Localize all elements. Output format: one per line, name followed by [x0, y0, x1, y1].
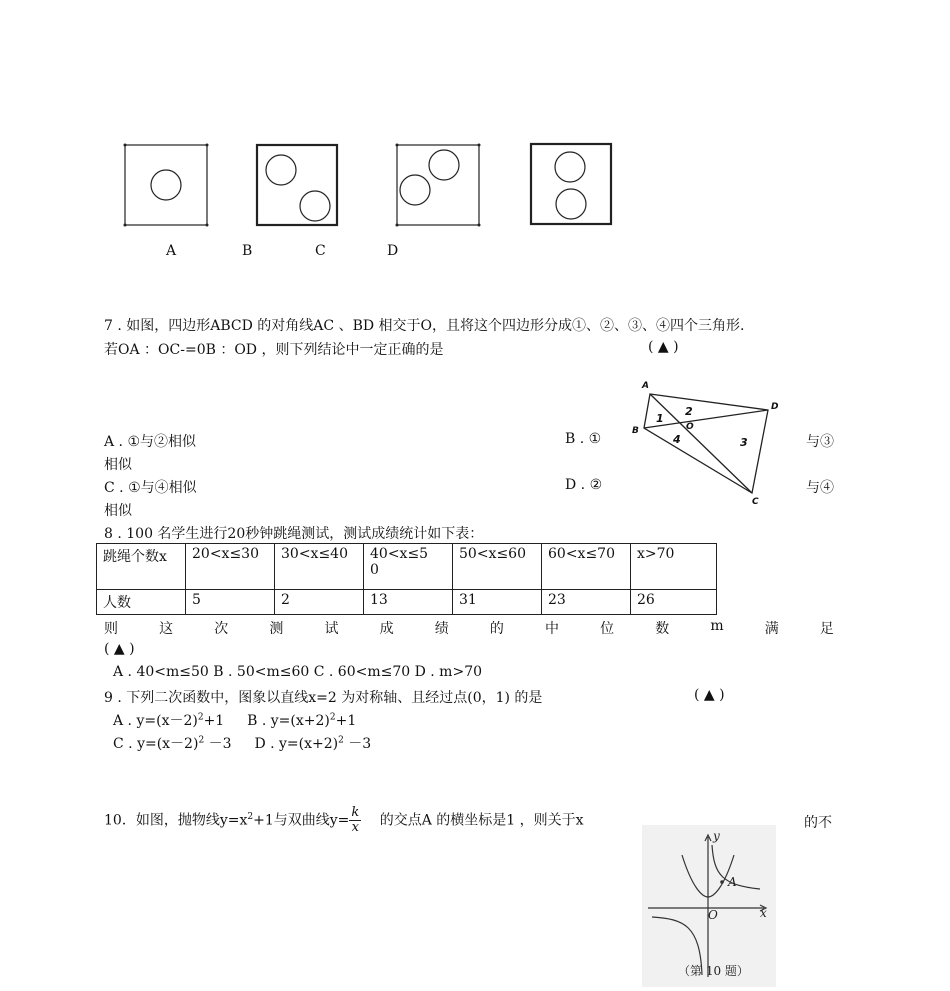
q8-stem-word: 成 — [379, 621, 394, 637]
q8-stem-word: 绩 — [434, 621, 449, 637]
header-text: 40<x≤5 — [370, 546, 429, 562]
q8-stem-word: 满 — [764, 621, 779, 637]
q9-option-a-exp: 2 — [197, 712, 204, 723]
q9-option-d: D . y=(x+2) — [254, 736, 339, 752]
die-b — [257, 145, 337, 225]
table-header-cell: 50<x≤60 — [453, 544, 542, 590]
q10-lead: 10．如图，抛物线y=x — [104, 812, 248, 829]
q10-frac-den: x — [351, 820, 359, 835]
table-cell: 26 — [631, 590, 717, 615]
q8-stem-word: 则 — [104, 621, 118, 637]
table-cell: 13 — [364, 590, 453, 615]
q7-answer-mark: ( ▲ ) — [648, 339, 679, 355]
q9-option-c-tail: －3 — [204, 736, 232, 752]
q9-option-a-tail: +1 — [203, 713, 225, 729]
table-cell: 5 — [186, 590, 275, 615]
q8-score-table — [96, 543, 717, 615]
table-header-cell: 跳绳个数x — [97, 544, 186, 590]
die-a — [124, 144, 209, 227]
q10-mid: +1与双曲线y= — [253, 812, 350, 829]
q8-stem-word: 测 — [269, 621, 284, 637]
q8-stem-word: 次 — [214, 621, 229, 637]
q10-stem — [104, 806, 584, 835]
q10-fraction — [349, 806, 361, 835]
table-cell: 人数 — [97, 590, 186, 615]
q10-axis-y-label: y — [713, 829, 720, 843]
q7-region-3: 3 — [740, 436, 748, 449]
dice-label-c: C — [315, 243, 326, 259]
q8-answer-mark: ( ▲ ) — [104, 641, 135, 657]
q7-region-4: 4 — [673, 433, 681, 446]
q7-option-d-right: 与④ — [806, 480, 834, 496]
table-cell: 31 — [453, 590, 542, 615]
q10-figure-caption: （第 10 题） — [678, 964, 749, 978]
q8-stem-word: m — [710, 618, 724, 634]
q7-option-a-tail: 相似 — [104, 457, 132, 473]
q10-axis-x-label: x — [760, 906, 767, 920]
q7-point-a: A — [642, 381, 649, 391]
q7-region-2: 2 — [685, 405, 693, 418]
q10-end: 的不 — [804, 815, 832, 831]
q9-options-row2 — [113, 733, 371, 753]
q9-options-row1 — [113, 710, 356, 730]
q7-region-1: 1 — [656, 412, 664, 425]
q10-exp: 2 — [247, 811, 254, 822]
q8-stem — [104, 618, 834, 638]
q7-option-b-right: 与③ — [806, 434, 834, 450]
table-header-cell: 30<x≤40 — [275, 544, 364, 590]
q9-option-c: C . y=(x－2) — [113, 736, 199, 752]
dice-label-a: A — [166, 243, 177, 259]
die-d — [531, 144, 611, 224]
q7-line2: 若OA ：OC-=0B ：OD ，则下列结论中一定正确的是 — [104, 342, 444, 358]
q8-stem-word: 这 — [159, 621, 174, 637]
table-row — [97, 544, 717, 590]
q8-options: A . 40<m≤50 B . 50<m≤60 C . 60<m≤70 D . m>70 — [113, 664, 483, 680]
q7-option-d-left: D . ② — [565, 477, 603, 493]
table-cell: 2 — [275, 590, 364, 615]
dice-figures — [120, 140, 620, 235]
q7-option-b-left: B . ① — [565, 431, 602, 447]
q9-option-a: A . y=(x－2) — [113, 713, 198, 729]
q9-option-b-exp: 2 — [329, 712, 336, 723]
q8-intro: 8 . 100 名学生进行20秒钟跳绳测试，测试成绩统计如下表： — [104, 526, 484, 542]
q8-stem-word: 数 — [655, 621, 670, 637]
q10-tail: 的交点A 的横坐标是1 ，则关于x — [379, 812, 584, 829]
q10-origin-label: O — [708, 908, 718, 922]
table-row — [97, 590, 717, 615]
q8-stem-word: 足 — [819, 621, 834, 637]
q8-stem-word: 试 — [324, 621, 339, 637]
q10-graph-figure — [642, 825, 776, 987]
dice-figures-svg — [120, 140, 620, 235]
q7-point-o: O — [686, 422, 694, 432]
q7-option-c: C . ①与④相似 — [104, 480, 197, 496]
table-header-cell: x>70 — [631, 544, 717, 590]
q7-line1: 7 . 如图，四边形ABCD 的对角线AC 、BD 相交于O，且将这个四边形分成①、②、③、④四个三角形. — [104, 318, 745, 334]
q9-option-c-exp: 2 — [198, 735, 205, 746]
q8-stem-word: 中 — [545, 621, 559, 637]
q9-option-d-exp: 2 — [338, 735, 344, 746]
table-header-cell — [364, 544, 453, 590]
q9-option-b-tail: +1 — [335, 713, 357, 729]
q8-stem-word: 的 — [489, 621, 504, 637]
q9-option-d-tail: －3 — [343, 736, 372, 752]
q7-point-b: B — [632, 426, 639, 436]
q7-option-c-tail: 相似 — [104, 503, 132, 519]
q9-option-b: B . y=(x+2) — [247, 713, 330, 729]
q10-point-a-label: A — [728, 875, 737, 889]
q7-option-a: A . ①与②相似 — [104, 434, 197, 450]
header-text-wrap: 0 — [370, 562, 379, 578]
table-cell: 23 — [542, 590, 631, 615]
die-c — [396, 144, 481, 227]
q7-point-d: D — [771, 402, 779, 412]
q10-frac-num: k — [351, 805, 360, 820]
dice-label-b: B — [242, 243, 253, 259]
q7-point-c: C — [752, 497, 759, 507]
q7-quadrilateral-figure — [628, 378, 788, 506]
table-header-cell: 20<x≤30 — [186, 544, 275, 590]
q9-stem: 9 . 下列二次函数中，图象以直线x=2 为对称轴、且经过点(0，1) 的是 — [104, 690, 543, 706]
q9-answer-mark: ( ▲ ) — [694, 687, 725, 703]
dice-label-d: D — [387, 243, 399, 259]
q8-stem-word: 位 — [600, 621, 615, 637]
table-header-cell: 60<x≤70 — [542, 544, 631, 590]
